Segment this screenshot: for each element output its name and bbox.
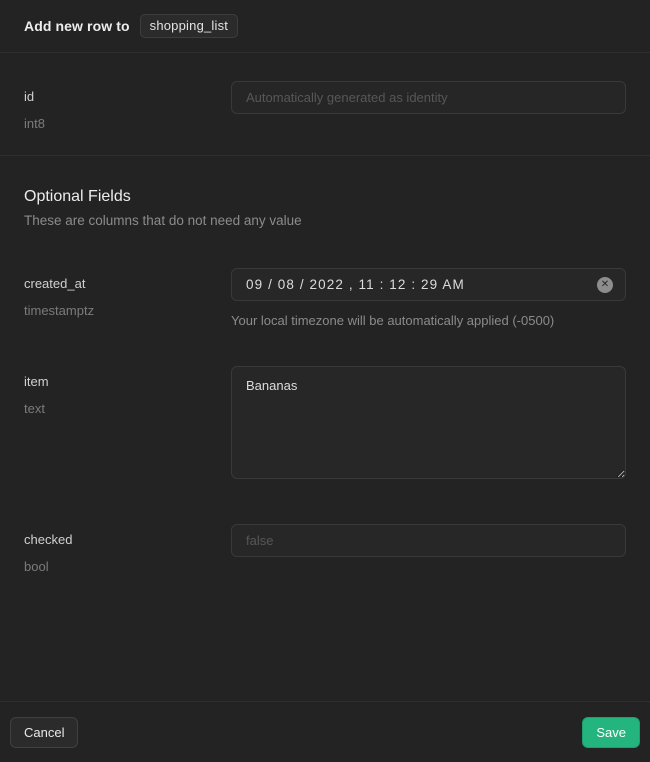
field-row-item [0, 366, 650, 484]
field-created-at-labels [24, 268, 231, 320]
checked-input[interactable] [231, 524, 626, 557]
field-created-at-type-label: timestamptz [24, 303, 95, 318]
id-input [231, 81, 626, 114]
optional-fields-subtitle: These are columns that do not need any value [24, 213, 302, 228]
timezone-helper-text: Your local timezone will be automatically applied (-0500) [231, 313, 555, 328]
panel-footer [0, 701, 650, 762]
field-checked-type-label: bool [24, 559, 49, 574]
field-id-control [231, 81, 626, 114]
field-id-type-label: int8 [24, 116, 45, 131]
field-row-checked [0, 524, 650, 576]
clear-datetime-icon[interactable]: ✕ [597, 277, 613, 293]
field-checked-control [231, 524, 626, 557]
field-created-at-control [231, 268, 626, 330]
field-id-name-label: id [24, 89, 35, 104]
field-item-labels [24, 366, 231, 418]
field-row-created-at [0, 268, 650, 330]
field-item-type-label: text [24, 401, 45, 416]
item-textarea[interactable] [231, 366, 626, 479]
optional-fields-section-head [24, 186, 626, 230]
field-checked-name-label: checked [24, 532, 73, 547]
save-button[interactable]: Save [582, 717, 640, 748]
field-item-control [231, 366, 626, 484]
field-checked-labels [24, 524, 231, 576]
created-at-value[interactable]: 09 / 08 / 2022 , 11 : 12 : 29 AM [246, 277, 465, 292]
section-divider [0, 155, 650, 156]
field-item-name-label: item [24, 374, 49, 389]
panel-content [0, 53, 650, 701]
panel-header [0, 0, 650, 53]
table-name-badge: shopping_list [140, 14, 239, 38]
panel-title: Add new row to [24, 18, 130, 34]
optional-fields-title: Optional Fields [24, 188, 131, 205]
created-at-datetime-input[interactable] [231, 268, 626, 301]
field-row-id [0, 81, 650, 133]
cancel-button[interactable]: Cancel [10, 717, 78, 748]
field-id-labels [24, 81, 231, 133]
field-created-at-name-label: created_at [24, 276, 86, 291]
